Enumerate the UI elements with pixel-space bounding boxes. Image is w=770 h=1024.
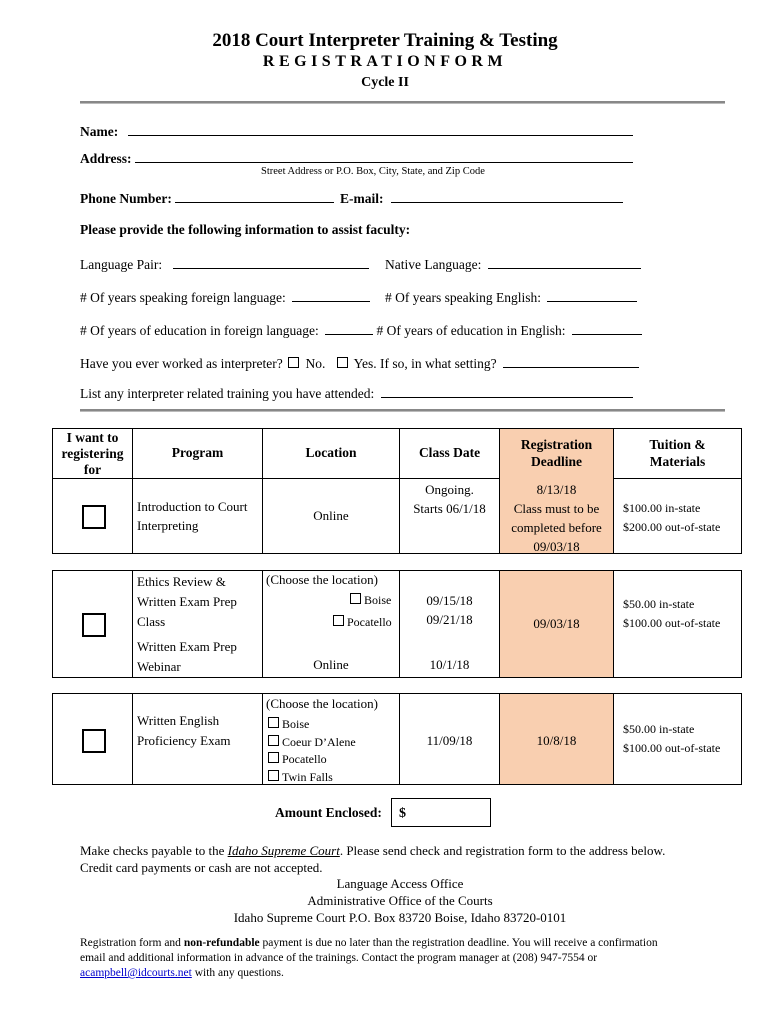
email-field[interactable]: [391, 190, 623, 203]
faculty-instruction: Please provide the following information to assist faculty:: [80, 222, 411, 237]
years-foreign-row: [80, 289, 370, 306]
row3-deadline: 10/8/18: [536, 733, 577, 748]
header-divider: [80, 101, 725, 104]
row1-date: [400, 480, 499, 518]
col-divider: [613, 478, 614, 553]
years-english-row: [385, 289, 637, 306]
boise-checkbox[interactable]: [350, 593, 361, 604]
col-divider: [132, 694, 133, 784]
name-row: [80, 123, 633, 140]
row2-date-2: 09/21/18: [426, 612, 473, 627]
payment-line-2: Credit card payments or cash are not accepted.: [80, 860, 323, 875]
address-hint: Street Address or P.O. Box, City, State, and Zip Code: [261, 166, 485, 177]
row3-tuition: [623, 720, 741, 758]
col-divider: [132, 478, 133, 553]
native-language-label: Native Language:: [385, 257, 482, 272]
header-location: Location: [262, 429, 399, 478]
row2-tuition: [623, 595, 741, 633]
register-ethics-checkbox[interactable]: [82, 613, 106, 637]
header-want: I want to registering for: [61, 430, 124, 477]
row1-date-line2: Starts 06/1/18: [413, 501, 486, 516]
program-table-row3: [52, 693, 742, 785]
row3-boise-option[interactable]: [266, 716, 356, 734]
footer-text-c: with any questions.: [191, 967, 284, 979]
row1-program: Introduction to Court Interpreting: [137, 499, 248, 533]
language-pair-label: Language Pair:: [80, 257, 163, 272]
row2-deadline: 09/03/18: [533, 616, 580, 631]
native-language-field[interactable]: [488, 256, 641, 269]
language-pair-field[interactable]: [173, 256, 369, 269]
row2-tuition-line1: $50.00 in-state: [623, 597, 695, 611]
worked-yes-label: Yes. If so, in what setting?: [353, 356, 497, 371]
header-program: Program: [132, 429, 262, 478]
contact-email-link[interactable]: acampbell@idcourts.net: [80, 967, 192, 979]
payment-line-1: [80, 842, 720, 859]
row2-online: Online: [313, 657, 349, 672]
row3-coeur-option[interactable]: [266, 734, 356, 752]
row2-tuition-line2: $100.00 out-of-state: [623, 616, 721, 630]
worked-no-checkbox[interactable]: [288, 357, 299, 368]
worked-no-label: No.: [305, 356, 326, 371]
program-table-row2: [52, 570, 742, 678]
footer-line-1: [80, 936, 740, 951]
edu-foreign-field[interactable]: [325, 322, 373, 335]
row3-pocatello-option[interactable]: [266, 751, 356, 769]
row2-date-3: 10/1/18: [429, 657, 470, 672]
years-english-label: # Of years speaking English:: [385, 290, 541, 305]
header-tuition: Tuition & Materials: [613, 429, 741, 478]
register-english-exam-checkbox[interactable]: [82, 729, 106, 753]
phone-field[interactable]: [175, 190, 334, 203]
col-divider: [132, 571, 133, 677]
training-row: [80, 385, 633, 402]
register-intro-checkbox[interactable]: [82, 505, 106, 529]
language-pair-row: [80, 256, 369, 273]
address-line-3: Idaho Supreme Court P.O. Box 83720 Boise, Idaho 83720-0101: [233, 910, 567, 925]
row3-tuition-line2: $100.00 out-of-state: [623, 741, 721, 755]
pocatello-label: Pocatello: [347, 615, 392, 629]
amount-field[interactable]: [391, 798, 491, 827]
currency-symbol: $: [399, 806, 406, 821]
address-label: Address:: [80, 151, 132, 166]
worked-setting-field[interactable]: [503, 355, 639, 368]
row2-location-hint: (Choose the location): [266, 572, 378, 587]
row1-tuition-line2: $200.00 out-of-state: [623, 520, 721, 534]
email-row: [340, 190, 623, 207]
footer-text-b: payment is due no later than the registration deadline. You will receive a confirmation: [259, 937, 658, 949]
education-row: [80, 322, 642, 339]
row1-deadline-line4: 09/03/18: [533, 539, 580, 554]
payment-text-a: Make checks payable to the: [80, 843, 228, 858]
col-divider: [262, 694, 263, 784]
row1-tuition-line1: $100.00 in-state: [623, 501, 701, 515]
email-label: E-mail:: [340, 191, 384, 206]
row1-deadline-line1: 8/13/18: [536, 482, 577, 497]
edu-foreign-label: # Of years of education in foreign language:: [80, 323, 319, 338]
amount-label: Amount Enclosed:: [275, 805, 382, 820]
training-label: List any interpreter related training you have attended:: [80, 386, 375, 401]
mailing-address: [0, 875, 770, 926]
section-divider: [80, 409, 725, 412]
pocatello-checkbox[interactable]: [333, 615, 344, 626]
boise-label: Boise: [282, 717, 310, 731]
row1-deadline-line2: Class must to be: [513, 501, 600, 516]
pocatello-label: Pocatello: [282, 752, 327, 766]
cycle-label: Cycle II: [361, 75, 409, 90]
row3-twin-falls-option[interactable]: [266, 769, 356, 787]
row1-tuition: [623, 499, 741, 537]
row1-deadline: [500, 480, 613, 556]
form-subtitle: REGISTRATIONFORM: [262, 53, 508, 70]
worked-yes-checkbox[interactable]: [337, 357, 348, 368]
row2-dates: [400, 591, 499, 629]
years-english-field[interactable]: [547, 289, 637, 302]
boise-checkbox[interactable]: [268, 717, 279, 728]
address-field[interactable]: [135, 150, 633, 163]
boise-label: Boise: [364, 593, 392, 607]
program-table-top: [52, 428, 742, 554]
twin-falls-label: Twin Falls: [282, 769, 333, 784]
row3-date: 11/09/18: [426, 733, 473, 748]
training-field[interactable]: [381, 385, 633, 398]
row3-location-hint: (Choose the location): [266, 696, 378, 711]
name-field[interactable]: [128, 123, 633, 136]
address-line-1: Language Access Office: [336, 876, 464, 891]
row3-program: Written English Proficiency Exam: [137, 713, 231, 748]
footer-line-2: email and additional information in advance of the trainings. Contact the program manager at (208) 947-7554 or: [80, 952, 598, 964]
worked-question: Have you ever worked as interpreter?: [80, 356, 283, 371]
address-line-2: Administrative Office of the Courts: [307, 893, 493, 908]
payment-text-b: . Please send check and registration form to the address below.: [339, 843, 666, 858]
phone-label: Phone Number:: [80, 191, 172, 206]
form-title: 2018 Court Interpreter Training & Testing: [212, 30, 558, 51]
edu-english-label: # Of years of education in English:: [376, 323, 566, 338]
row1-location: Online: [313, 508, 349, 523]
row2-boise-option[interactable]: [348, 593, 391, 608]
edu-english-field[interactable]: [572, 322, 642, 335]
phone-row: [80, 190, 334, 207]
table-header-divider: [53, 478, 741, 479]
row1-deadline-line3: completed before: [511, 520, 602, 535]
row1-date-line1: Ongoing.: [425, 482, 474, 497]
payee-name: Idaho Supreme Court: [227, 843, 340, 858]
row2-date-1: 09/15/18: [426, 593, 473, 608]
years-foreign-label: # Of years speaking foreign language:: [80, 290, 286, 305]
twin-falls-checkbox[interactable]: [268, 770, 279, 781]
worked-row: [80, 355, 639, 372]
header-class-date: Class Date: [399, 429, 499, 478]
col-divider: [613, 694, 614, 784]
pocatello-checkbox[interactable]: [268, 752, 279, 763]
address-row: [80, 150, 633, 167]
years-foreign-field[interactable]: [292, 289, 370, 302]
payment-instructions: [80, 842, 720, 876]
row2-program-b: Written Exam Prep Webinar: [137, 639, 237, 674]
name-label: Name:: [80, 124, 119, 139]
header-deadline-label: Registration Deadline: [520, 437, 593, 469]
col-divider: [613, 571, 614, 677]
footer-line-3: [80, 966, 740, 981]
row3-tuition-line1: $50.00 in-state: [623, 722, 695, 736]
row2-program-a: Ethics Review & Written Exam Prep Class: [137, 574, 237, 629]
row3-location-options: [266, 716, 356, 786]
non-refundable-text: non-refundable: [183, 937, 260, 949]
footer-text-a: Registration form and: [80, 937, 184, 949]
coeur-dalene-checkbox[interactable]: [268, 735, 279, 746]
coeur-dalene-label: Coeur D’Alene: [282, 734, 356, 749]
row2-pocatello-option[interactable]: [331, 615, 392, 630]
native-language-row: [385, 256, 641, 273]
footer-note: [80, 936, 740, 981]
